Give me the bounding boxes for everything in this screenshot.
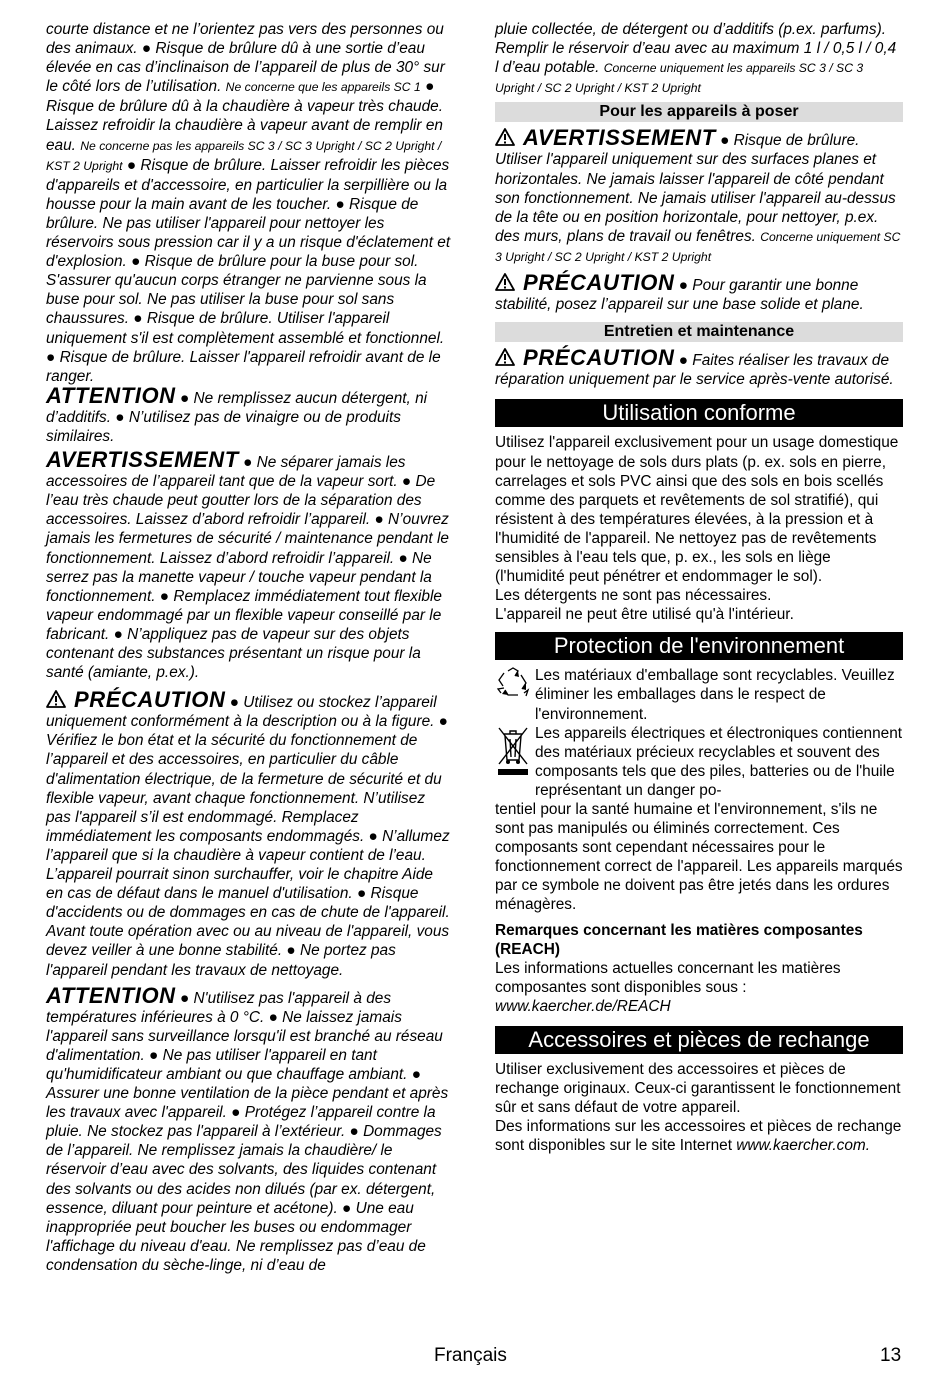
warning-paragraph xyxy=(495,125,903,267)
accessories-text: Des informations sur les accessoires et pièces de rechange sont disponibles sur le site Internet xyxy=(495,1118,902,1155)
reach-link[interactable]: www.kaercher.de/REACH xyxy=(495,997,671,1015)
safety-text: ● Risque de brûlure dû à la chaudière à vapeur très chaude. Laissez refroidir la chaudière à vapeur avant de remplir en eau. xyxy=(46,78,443,154)
reach-paragraph xyxy=(495,959,903,1016)
water-text: pluie collectée, de détergent ou d’additifs (p.ex. parfums). Remplir le réservoir d’eau avec au maximum 1 l / 0,5 l / 0,4 l d’eau potable. xyxy=(495,21,897,77)
attention-paragraph xyxy=(46,982,452,1275)
warning-triangle-icon xyxy=(495,273,515,291)
precaution-keyword: PRÉCAUTION xyxy=(74,687,226,713)
warning-text: ● Risque de brûlure. Utiliser l'appareil uniquement sur des surfaces planes et horizontales. Ne jamais laisser l'appareil de côté pendant son fonctionnement. Ne jamais utiliser l'appareil au-dessus de la tête ou en position horizontale, pour nettoyer, p.ex. des murs, plans de travail ou fenêtres. xyxy=(495,132,896,245)
heading-utilisation: Utilisation conforme xyxy=(495,399,903,427)
recycling-icon xyxy=(495,666,531,700)
utilisation-text: L'appareil ne peut être utilisé qu'à l'intérieur. xyxy=(495,606,794,624)
env-packaging-text: Les matériaux d'emballage sont recyclables. Veuillez éliminer les emballages dans le respect de l'environnement. xyxy=(535,667,895,723)
safety-paragraph xyxy=(46,20,452,386)
precaution-text: ● Pour garantir une bonne stabilité, posez l’appareil sur une base solide et plane. xyxy=(495,277,864,314)
warning-keyword: AVERTISSEMENT xyxy=(46,447,239,473)
env-weee-text-continued: tentiel pour la santé humaine et l'environnement, s'ils ne sont pas manipulés ou éliminés correctement. Ces composants sont cependant nécessaires pour le fonctionnement correct de l'appareil. Les appareils marqués par ce symbole ne doivent pas être jetés dans les ordures ménagères. xyxy=(495,801,903,914)
section-header-entretien: Entretien et maintenance xyxy=(495,322,903,342)
precaution-keyword: PRÉCAUTION xyxy=(523,270,675,296)
left-column xyxy=(46,20,452,1275)
page-number: 13 xyxy=(880,1345,902,1366)
footer-language: Français xyxy=(434,1345,507,1366)
env-packaging-row xyxy=(495,666,903,723)
precaution-text: ● Utilisez ou stockez l’appareil uniquement conformément à la description ou à la figure. ● Vérifiez le bon état et la sécurité du fonctionnement de l’appareil et des accessoires, en particulier du câble d'alimentation électrique, de la fermeture de sécurité et du flexible vapeur, avant chaque fonctionnement. N’utilisez pas l'appareil s’il est endommagé. Remplacez immédiatement les composants endommagés. ● N’allumez l’appareil que si la chaudière à vapeur contient de l’eau. L’appareil pourrait sinon surchauffer, voir le chapitre Aide en cas de défaut dans le manuel d'utilisation. ● Risque d'accidents ou de dommages en cas de chute de l'appareil. Avant toute opération avec ou au niveau de l'appareil, vous devez veiller à une bonne stabilité. ● Ne portez pas l'appareil pendant les travaux de nettoyage. xyxy=(46,694,450,979)
warning-paragraph xyxy=(46,447,452,682)
section-header-poser: Pour les appareils à poser xyxy=(495,102,903,122)
precaution-paragraph xyxy=(495,345,903,389)
model-note: Ne concerne que les appareils SC 1 xyxy=(225,80,421,95)
reach-text: Les informations actuelles concernant les matières composantes sont disponibles sous : xyxy=(495,959,841,996)
accessories-paragraph xyxy=(495,1117,903,1155)
accessories-text: Utiliser exclusivement des accessoires et pièces de rechange originaux. Ceux-ci garantissent le fonctionnement sûr et sans défaut de votre appareil. xyxy=(495,1061,901,1117)
attention-paragraph xyxy=(46,382,452,446)
precaution-text: ● Faites réaliser les travaux de réparation uniquement par le service après-vente autorisé. xyxy=(495,352,894,389)
env-weee-row xyxy=(495,724,903,800)
attention-keyword: ATTENTION xyxy=(46,382,176,408)
warning-triangle-icon xyxy=(495,128,515,146)
env-weee-text: Les appareils électriques et électroniques contiennent des matériaux précieux recyclables et souvent des composants tels que des piles, batteries ou de l'huile représentant un danger po- xyxy=(535,724,903,799)
model-note: Concerne uniquement les appareils SC 3 / SC 3 Upright / SC 2 Upright / KST 2 Upright xyxy=(495,61,864,96)
attention-text: ● N'utilisez pas l'appareil à des températures inférieures à 0 °C. ● Ne laissez jamais l'appareil sans surveillance lorsqu'il est branché au réseau d'alimentation. ● Ne pas utiliser l'appareil en tant qu'humidificateur ambiant ou que chauffage ambiant. ● Assurer une bonne ventilation de la pièce pendant et après les travaux avec l'appareil. ● Protégez l’appareil contre la pluie. Ne stockez pas l'appareil à l’extérieur. ● Dommages de l’appareil. Ne remplissez jamais la chaudière/ le réservoir d’eau avec des solvants, des liquides contenant des solvants ou des acides non dilués (par ex. détergent, essence, diluant pour peinture et acétone). ● Une eau inappropriée peut boucher les buses ou endommager l'affichage du niveau d'eau. Ne remplissez pas d’eau de condensation du sèche-linge, ni d’eau de xyxy=(46,989,449,1274)
utilisation-text: Utilisez l'appareil exclusivement pour un usage domestique pour le nettoyage de sols durs plats (p. ex. sols en pierre, carrelages et sols PVC ainsi que des sols en bois scellés comme des parquets et revêtements de sol stratifié), qui résistent à des températures élevées, à la pression et à l'humidité de l'appareil. Ne nettoyez pas de revêtements sensibles à l'eau tels que, p. ex., les sols en liège (l'humidité peut pénétrer et endommager le sol). xyxy=(495,434,899,586)
page-footer xyxy=(0,1345,950,1371)
warning-keyword: AVERTISSEMENT xyxy=(523,125,716,151)
heading-environnement: Protection de l'environnement xyxy=(495,632,903,660)
precaution-paragraph xyxy=(46,687,452,979)
precaution-paragraph xyxy=(495,270,903,314)
attention-text: ● Ne remplissez aucun détergent, ni d’additifs. ● N’utilisez pas de vinaigre ou de produits similaires. xyxy=(46,389,428,445)
water-paragraph xyxy=(495,20,903,98)
crossed-bin-icon xyxy=(495,724,531,778)
right-column xyxy=(495,20,903,1156)
heading-accessoires: Accessoires et pièces de rechange xyxy=(495,1026,903,1054)
accessories-link[interactable]: www.kaercher.com. xyxy=(736,1137,870,1155)
model-note: Ne concerne pas les appareils SC 3 / SC 3 Upright / SC 2 Upright / KST 2 Upright xyxy=(46,138,442,173)
safety-text: courte distance et ne l’orientez pas vers des personnes ou des animaux. ● Risque de brûlure dû à une sortie d’eau élevée en cas d’inclinaison de l’appareil de plus de 30° sur le côté lors de l’utilisation. xyxy=(46,21,445,96)
safety-text: ● Risque de brûlure. Laisser refroidir les pièces d'appareils et d'accessoire, en particulier la serpillière ou la housse pour la main avant de les toucher. ● Risque de brûlure. Ne pas utiliser l'appareil pour nettoyer les réservoirs sous pression car il y a un risque d'éclatement et d'explosion. ● Risque de brûlure pour la buse pour sol. S'assurer qu'aucun corps étranger ne parvienne sous la buse pour sol. Ne pas utiliser la buse pour sol sans chaussures. ● Risque de brûlure. Utiliser l'appareil uniquement s'il est complètement assemblé et fonctionnel. ● Risque de brûlure. Laisser l'appareil refroidir avant de le ranger. xyxy=(46,156,451,385)
utilisation-text: Les détergents ne sont pas nécessaires. xyxy=(495,587,772,605)
warning-text: ● Ne séparer jamais les accessoires de l’appareil tant que de la vapeur sort. ● De l’eau très chaude peut goutter lors de la séparation des accessoires. Laissez d’abord refroidir l’appareil. ● N’ouvrez jamais les fermetures de sécurité / maintenance pendant le fonctionnement. Laissez d’abord refroidir l’appareil. ● Ne serrez pas la manette vapeur / touche vapeur pendant la fonctionnement. ● Remplacez immédiatement tout flexible vapeur endommagé par un flexible vapeur conseillé par le fabricant. ● N’appliquez pas de vapeur sur des objets contenant des substances présentant un risque pour la santé (amiante, p.ex.). xyxy=(46,454,449,682)
model-note: Concerne uniquement SC 3 Upright / SC 2 Upright / KST 2 Upright xyxy=(495,229,901,264)
attention-keyword: ATTENTION xyxy=(46,982,176,1008)
warning-triangle-icon xyxy=(495,348,515,366)
reach-title: Remarques concernant les matières composantes (REACH) xyxy=(495,921,863,958)
warning-triangle-icon xyxy=(46,690,66,708)
precaution-keyword: PRÉCAUTION xyxy=(523,345,675,371)
